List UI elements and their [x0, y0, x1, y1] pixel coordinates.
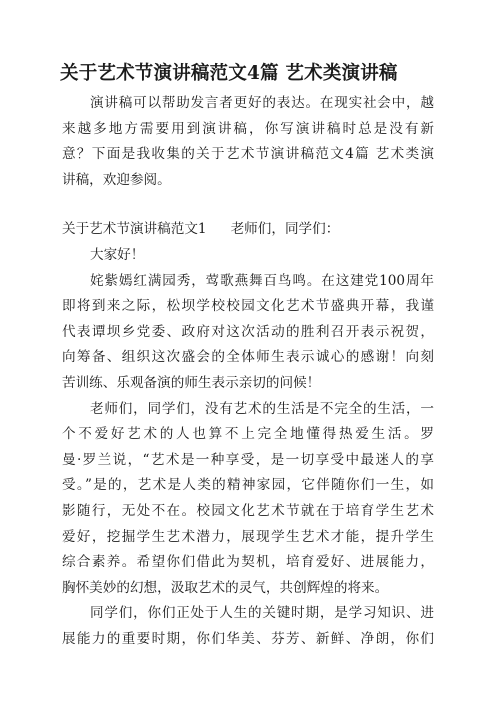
document-title: 关于艺术节演讲稿范文4篇 艺术类演讲稿 — [60, 63, 398, 84]
paragraph-line: 爱好，挖掘学生艺术潜力，展现学生艺术才能，提升学生 — [62, 528, 434, 545]
salutation: 大家好！ — [90, 246, 145, 263]
document-body — [62, 91, 434, 652]
intro-paragraph — [62, 91, 434, 193]
paragraph-line: 综合素养。希望你们借此为契机，培育爱好、进展能力， — [62, 554, 434, 571]
paragraph-line: 影随行，无处不在。校园文化艺术节就在于培育学生艺术 — [62, 502, 434, 519]
section-greeting: 老师们，同学们： — [230, 221, 340, 238]
paragraph-line: 老师们，同学们，没有艺术的生活是不完全的生活，一 — [90, 400, 434, 417]
section-title: 关于艺术节演讲稿范文1 — [62, 221, 207, 238]
intro-line: 来越多地方需要用到演讲稿，你写演讲稿时总是没有新 — [62, 120, 434, 137]
intro-line: 演讲稿可以帮助发言者更好的表达。在现实社会中，越 — [90, 95, 434, 111]
paragraph-line: 代表谭坝乡党委、政府对这次活动的胜利召开表示祝贺， — [62, 323, 434, 340]
paragraph-line: 苦训练、乐观备演的师生表示亲切的问候！ — [62, 374, 321, 391]
intro-line: 讲稿，欢迎参阅。 — [62, 171, 171, 188]
paragraph-line: 姹紫嫣红满园秀，莺歌燕舞百鸟鸣。在这建党100周年 — [90, 272, 434, 289]
paragraph-line: 同学们，你们正处于人生的关键时期，是学习知识、进 — [90, 605, 434, 622]
paragraph-line: 即将到来之际，松坝学校校园文化艺术节盛典开幕，我谨 — [62, 298, 434, 315]
paragraph-3 — [62, 601, 434, 652]
paragraph-line: 展能力的重要时期，你们华美、芬芳、新鲜、净朗，你们 — [62, 630, 434, 647]
paragraph-line: 受。”是的，艺术是人类的精神家园，它伴随你们一生，如 — [62, 477, 434, 494]
paragraph-line: 胸怀美妙的幻想，汲取艺术的灵气，共创辉煌的将来。 — [62, 579, 389, 596]
intro-line: 意？下面是我收集的关于艺术节演讲稿范文4篇 艺术类演 — [62, 146, 434, 163]
paragraph-line: 曼·罗兰说，“艺术是一种享受，是一切享受中最迷人的享 — [62, 451, 434, 468]
paragraph-2 — [62, 397, 434, 602]
paragraph-line: 个不爱好艺术的人也算不上完全地懂得热爱生活。罗 — [62, 426, 434, 443]
paragraph-line: 向筹备、组织这次盛会的全体师生表示诚心的感谢！向刻 — [62, 349, 434, 366]
paragraph-gap — [62, 193, 434, 217]
section-heading — [62, 217, 434, 243]
paragraph-1 — [62, 269, 434, 397]
